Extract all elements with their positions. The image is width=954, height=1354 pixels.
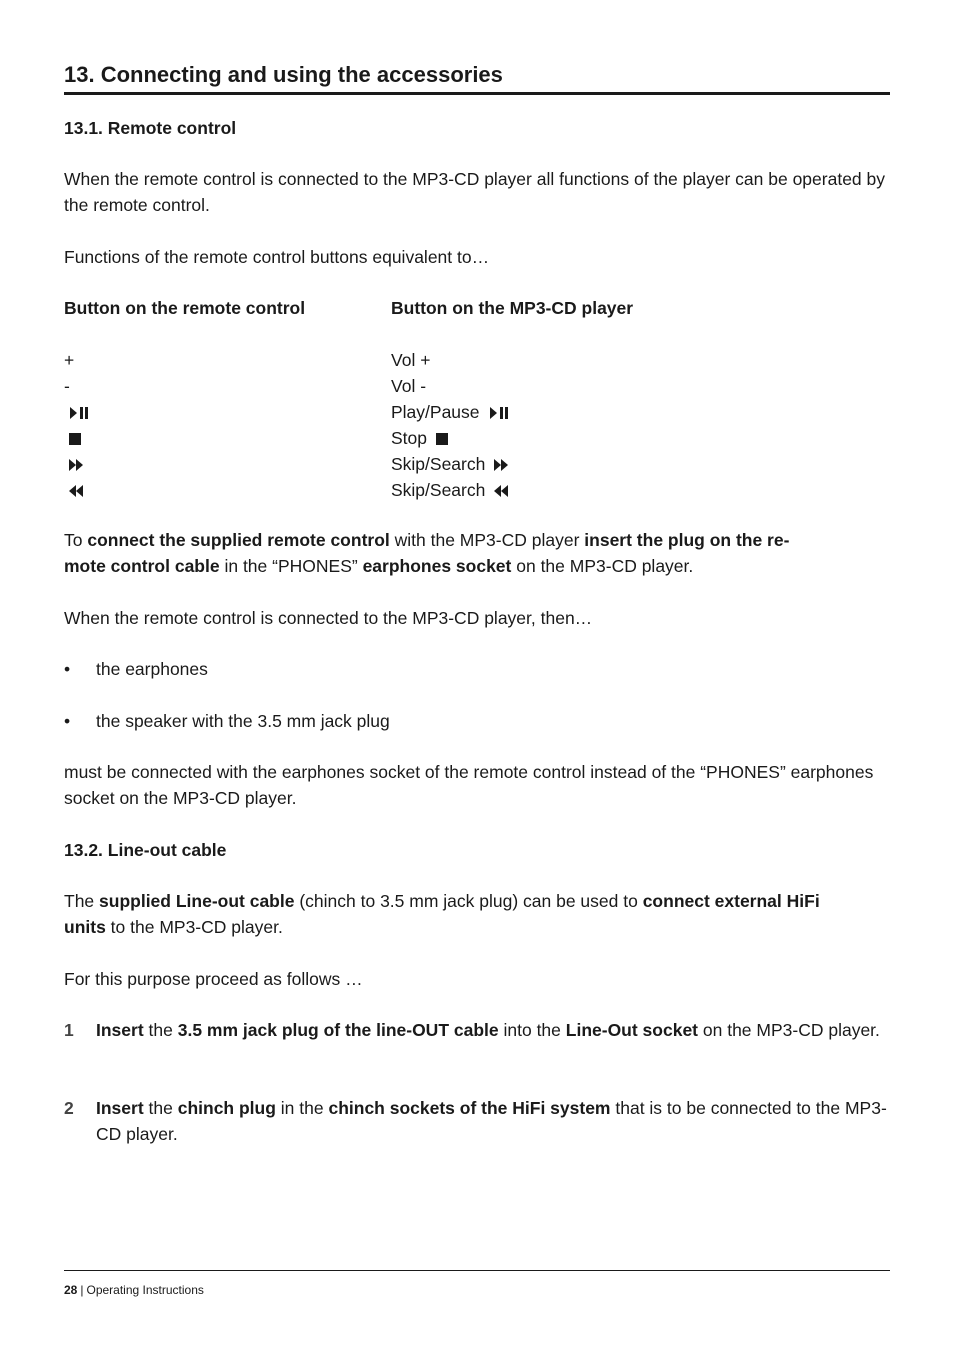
table-header-row xyxy=(64,295,890,321)
fast-forward-icon xyxy=(493,458,509,472)
section-heading-remote-control: 13.1. Remote control xyxy=(64,118,237,138)
step-item xyxy=(64,1017,890,1043)
player-button-cell xyxy=(391,347,430,373)
section-heading-line-out: 13.2. Line-out cable xyxy=(64,840,227,860)
connect-remote-paragraph: To connect the supplied remote control with the MP3-CD player insert the plug on the re- mote control cable in the “PHONES” earphones socket on the MP3-CD player. xyxy=(64,530,790,576)
table-header-remote: Button on the remote control xyxy=(64,298,306,318)
remote-intro-paragraph: When the remote control is connected to the MP3-CD player all functions of the player can be operated by the remote control. xyxy=(64,169,886,215)
page-footer xyxy=(64,1282,204,1298)
button-mapping-table xyxy=(64,295,890,503)
remote-button-cell xyxy=(64,373,70,399)
footer-separator: | xyxy=(80,1283,84,1297)
bullet-marker: • xyxy=(64,711,71,731)
player-button-label: Stop xyxy=(391,428,427,448)
step-number: 2 xyxy=(64,1098,74,1118)
remote-button-cell xyxy=(64,425,82,451)
fast-forward-icon xyxy=(68,458,84,472)
play-pause-icon xyxy=(488,406,510,420)
line-out-intro-paragraph: The supplied Line-out cable (chinch to 3.5 mm jack plug) can be used to connect external HiFi units to the MP3-CD player. xyxy=(64,891,820,937)
player-button-label: Skip/Search xyxy=(391,454,486,474)
stop-icon xyxy=(435,432,449,446)
remote-button-cell xyxy=(64,477,84,503)
stop-icon xyxy=(68,432,82,446)
footer-divider xyxy=(64,1270,890,1271)
footer-label: Operating Instructions xyxy=(86,1283,204,1297)
proceed-paragraph: For this purpose proceed as follows … xyxy=(64,969,363,989)
player-button-cell xyxy=(391,477,509,503)
player-button-label: Skip/Search xyxy=(391,480,486,500)
remote-button-cell xyxy=(64,451,84,477)
player-button-cell xyxy=(391,373,426,399)
table-row xyxy=(64,347,890,373)
player-button-label: Play/Pause xyxy=(391,402,480,422)
remote-button-cell xyxy=(64,399,90,425)
player-button-cell xyxy=(391,425,449,451)
table-header-player: Button on the MP3-CD player xyxy=(391,298,634,318)
player-button-cell xyxy=(391,399,510,425)
remote-connected-paragraph: When the remote control is connected to the MP3-CD player, then… xyxy=(64,608,593,628)
step-text: Insert the chinch plug in the chinch sockets of the HiFi system that is to be connected to the MP3-CD player. xyxy=(96,1098,887,1144)
bullet-marker: • xyxy=(64,659,71,679)
remote-button-cell xyxy=(64,347,74,373)
rewind-icon xyxy=(68,484,84,498)
step-number: 1 xyxy=(64,1020,74,1040)
remote-button-label: - xyxy=(64,376,70,396)
rewind-icon xyxy=(493,484,509,498)
player-button-label: Vol + xyxy=(391,350,431,370)
table-row xyxy=(64,425,890,451)
table-row xyxy=(64,399,890,425)
page-number: 28 xyxy=(64,1283,78,1297)
page-title: 13. Connecting and using the accessories xyxy=(64,58,890,95)
remote-button-label: + xyxy=(64,350,75,370)
play-pause-icon xyxy=(68,406,90,420)
table-row xyxy=(64,373,890,399)
step-item xyxy=(64,1095,890,1147)
table-row xyxy=(64,477,890,503)
step-text: Insert the 3.5 mm jack plug of the line-OUT cable into the Line-Out socket on the MP3-CD player. xyxy=(96,1020,880,1040)
player-button-label: Vol - xyxy=(391,376,427,396)
remote-functions-intro: Functions of the remote control buttons equivalent to… xyxy=(64,247,490,267)
must-connect-paragraph: must be connected with the earphones socket of the remote control instead of the “PHONES” earphones socket on the MP3-CD player. xyxy=(64,762,874,808)
player-button-cell xyxy=(391,451,509,477)
table-row xyxy=(64,451,890,477)
